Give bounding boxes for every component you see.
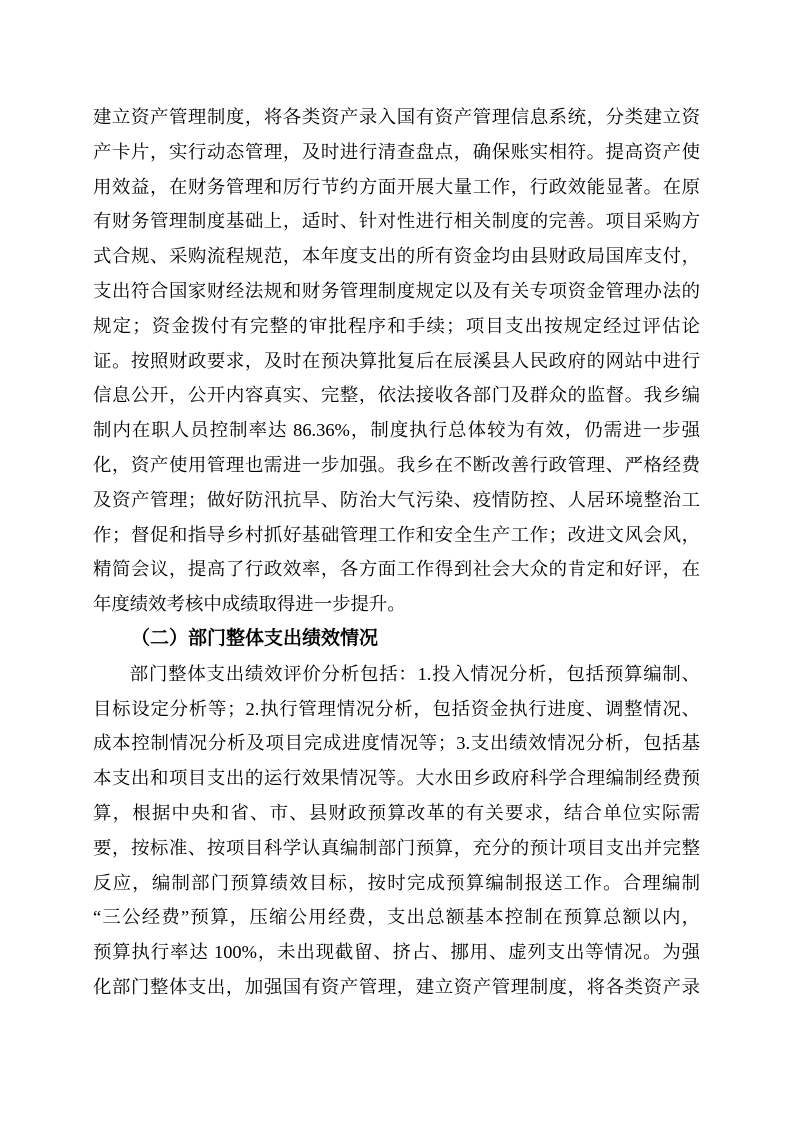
- text-column: [93, 100, 700, 1005]
- paragraph-expenditure-performance: [93, 657, 700, 1005]
- text-line: 制内在职人员控制率达 86.36%，制度执行总体较为有效，仍需进一步强: [93, 420, 700, 441]
- text-line: “三公经费”预算，压缩公用经费，支出总额基本控制在预算总额以内，: [93, 907, 700, 928]
- text-line: 本支出和项目支出的运行效果情况等。大水田乡政府科学合理编制经费预: [93, 768, 700, 789]
- text-line: 作；督促和指导乡村抓好基础管理工作和安全生产工作；改进文风会风，: [93, 524, 700, 545]
- text-line: 算，根据中央和省、市、县财政预算改革的有关要求，结合单位实际需: [93, 802, 700, 823]
- text-line: 化，资产使用管理也需进一步加强。我乡在不断改善行政管理、严格经费: [93, 454, 700, 475]
- section-heading: （二）部门整体支出绩效情况: [131, 627, 379, 649]
- text-line: 目标设定分析等；2.执行管理情况分析，包括资金执行进度、调整情况、: [93, 698, 700, 719]
- text-line: 及资产管理；做好防汛抗旱、防治大气污染、疫情防控、人居环境整治工: [93, 489, 700, 510]
- text-line: 支出符合国家财经法规和财务管理制度规定以及有关专项资金管理办法的: [93, 280, 700, 301]
- paragraph-asset-management: [93, 100, 700, 622]
- text-line: 信息公开，公开内容真实、完整，依法接收各部门及群众的监督。我乡编: [93, 385, 700, 406]
- text-line: 反应，编制部门预算绩效目标，按时完成预算编制报送工作。合理编制: [93, 872, 700, 893]
- text-line: 证。按照财政要求，及时在预决算批复后在辰溪县人民政府的网站中进行: [93, 350, 700, 371]
- text-line: 建立资产管理制度，将各类资产录入国有资产管理信息系统，分类建立资: [93, 107, 700, 127]
- text-line: 部门整体支出绩效评价分析包括：1.投入情况分析，包括预算编制、: [129, 663, 700, 684]
- text-line: 要，按标准、按项目科学认真编制部门预算，充分的预计项目支出并完整: [93, 837, 700, 858]
- text-line: 精简会议，提高了行政效率，各方面工作得到社会大众的肯定和好评，在: [93, 559, 700, 580]
- text-line: 成本控制情况分析及项目完成进度情况等；3.支出绩效情况分析，包括基: [93, 733, 700, 754]
- text-line: 有财务管理制度基础上，适时、针对性进行相关制度的完善。项目采购方: [93, 211, 700, 232]
- text-line: 预算执行率达 100%，未出现截留、挤占、挪用、虚列支出等情况。为强: [93, 942, 700, 963]
- text-line: 化部门整体支出，加强国有资产管理，建立资产管理制度，将各类资产录: [93, 976, 700, 997]
- text-line: 用效益，在财务管理和厉行节约方面开展大量工作，行政效能显著。在原: [93, 176, 700, 197]
- text-line: 年度绩效考核中成绩取得进一步提升。: [93, 594, 406, 615]
- text-line: 规定；资金拨付有完整的审批程序和手续；项目支出按规定经过评估论: [93, 315, 700, 336]
- text-line: 产卡片，实行动态管理，及时进行清查盘点，确保账实相符。提高资产使: [93, 141, 700, 162]
- text-line: 式合规、采购流程规范，本年度支出的所有资金均由县财政局国库支付，: [93, 246, 700, 267]
